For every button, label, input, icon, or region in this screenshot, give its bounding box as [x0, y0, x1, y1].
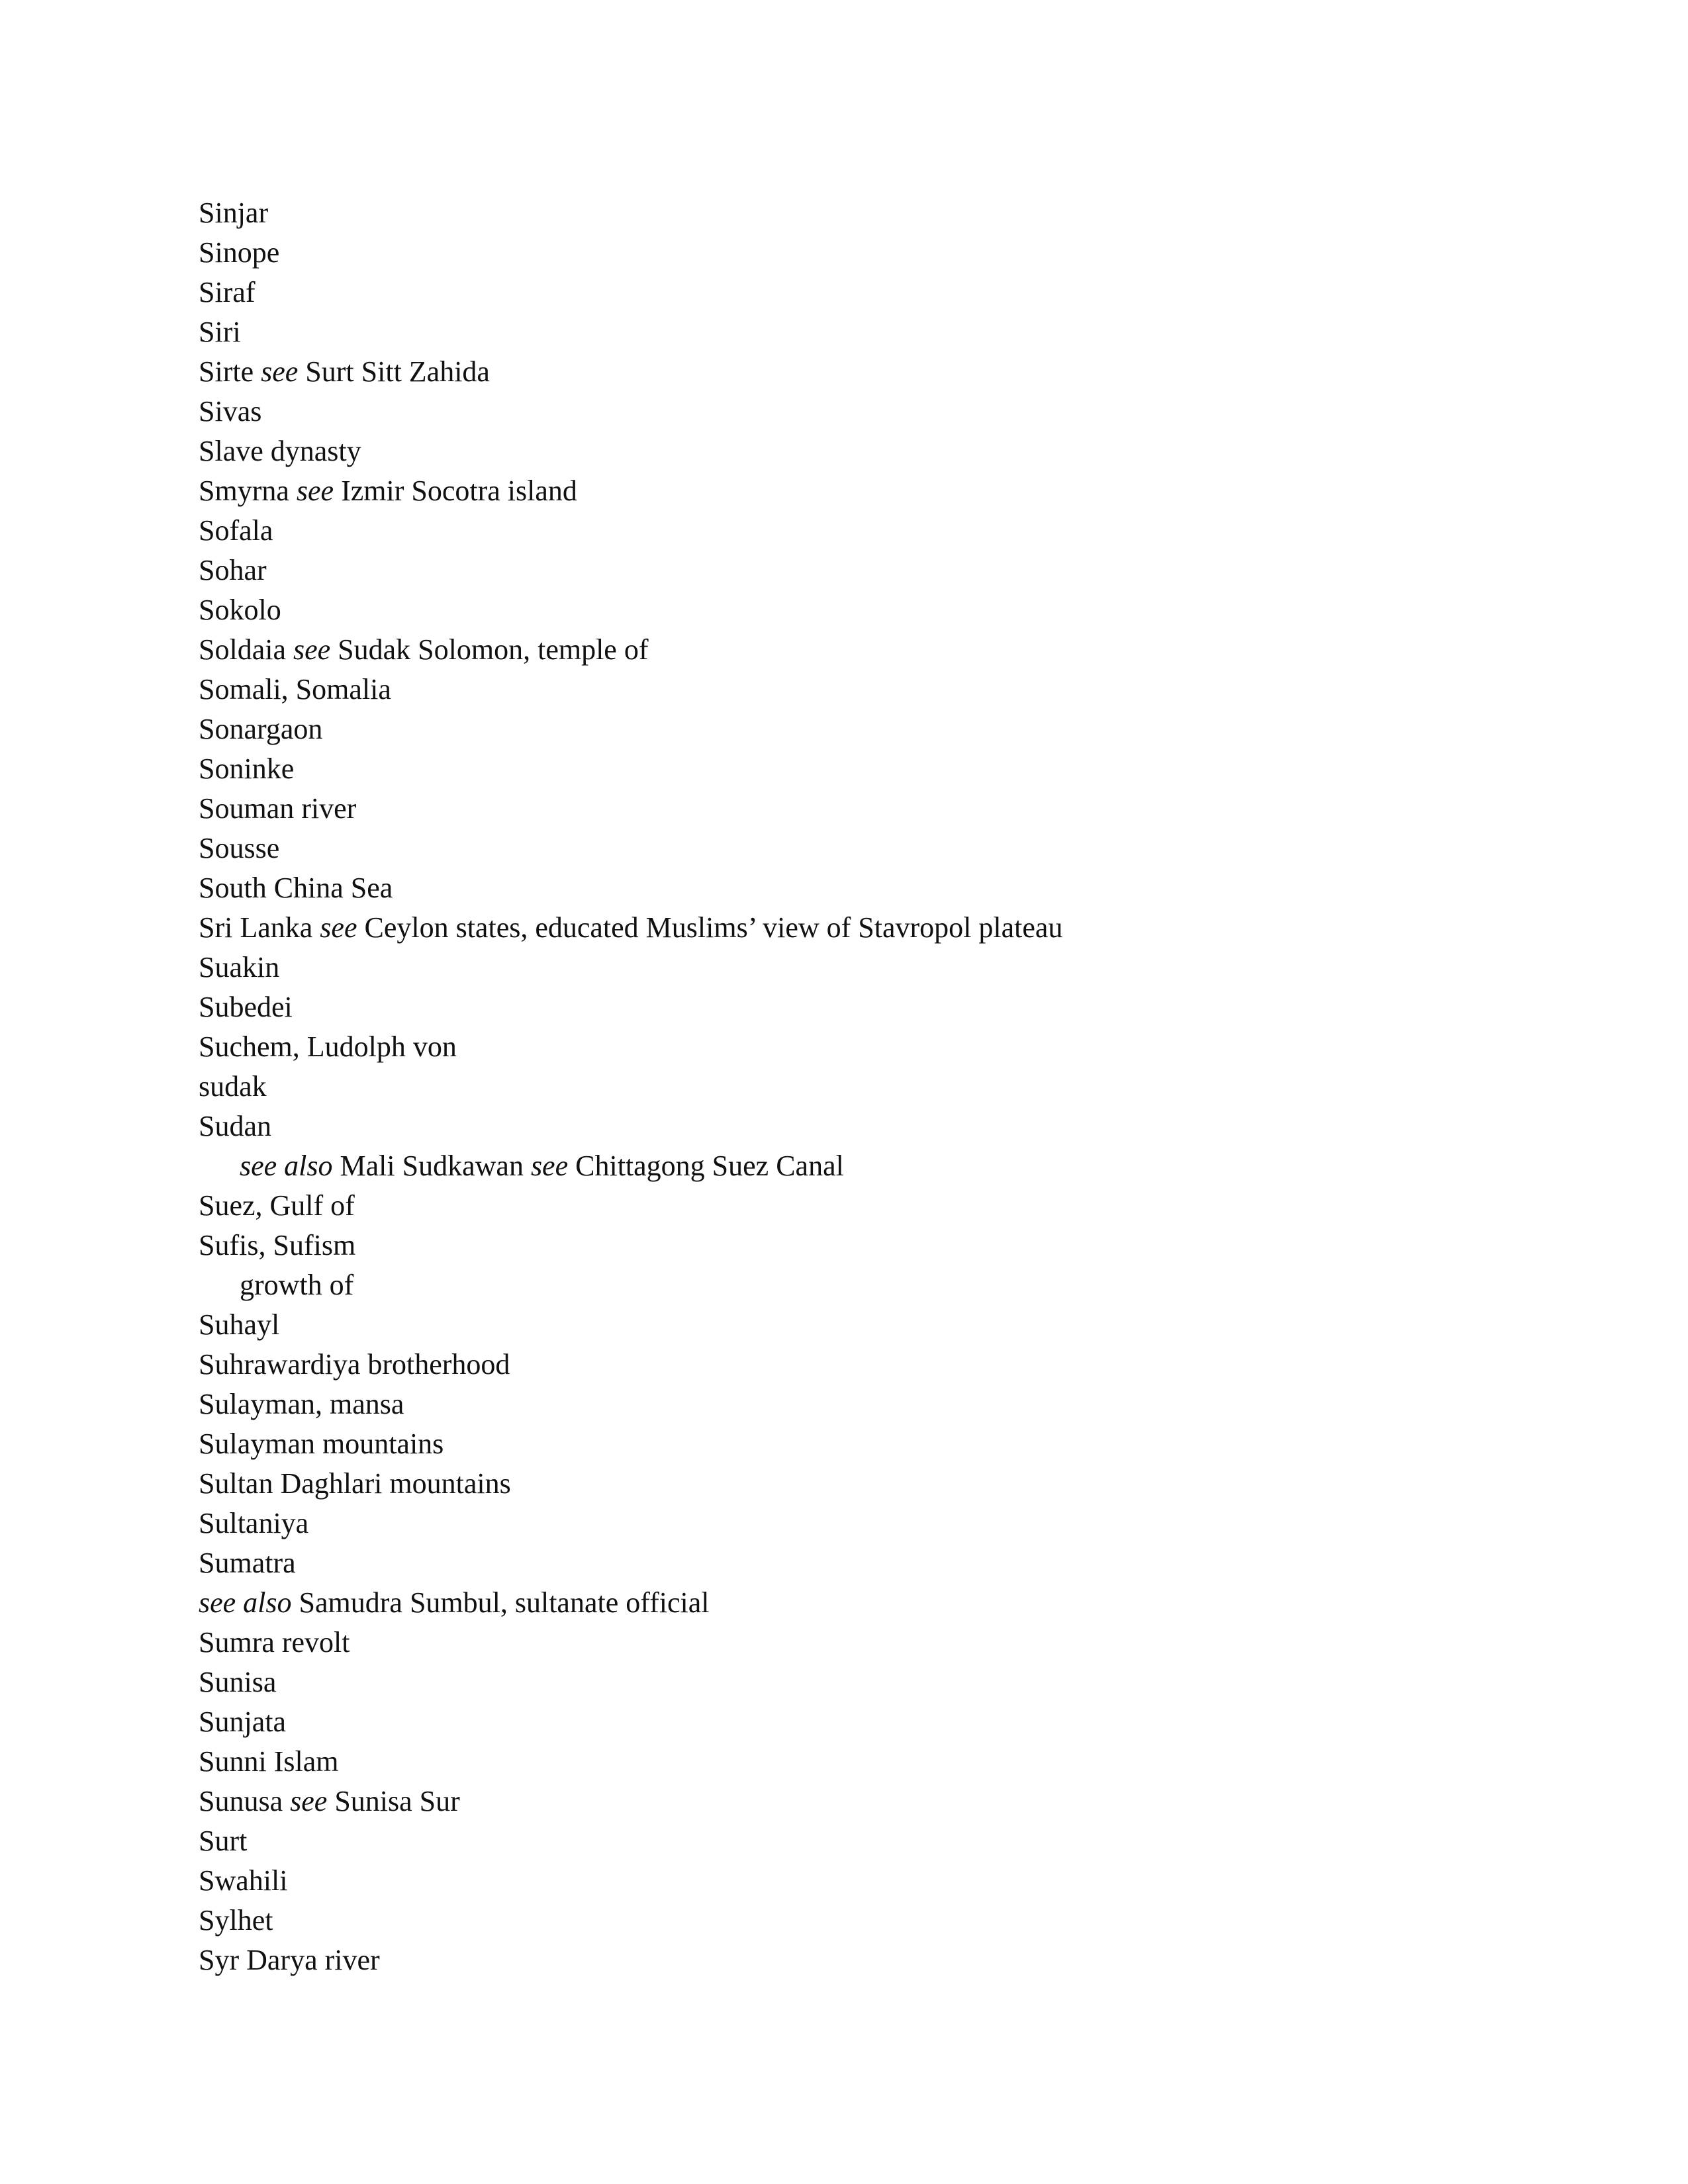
index-subentry	[199, 1265, 1062, 1305]
index-entry	[199, 193, 1062, 233]
index-entry	[199, 551, 1062, 590]
entry-text: Sumra revolt	[199, 1626, 350, 1659]
index-entry	[199, 1504, 1062, 1543]
entry-text: Suhayl	[199, 1308, 280, 1341]
index-entry	[199, 432, 1062, 471]
entry-text: Souman river	[199, 792, 357, 825]
entry-text: Suakin	[199, 951, 280, 983]
index-entry	[199, 670, 1062, 709]
index-entry	[199, 1345, 1062, 1385]
index-entry	[199, 1107, 1062, 1146]
index-entry	[199, 709, 1062, 749]
index-entry	[199, 1782, 1062, 1821]
entry-text: Soldaia	[199, 633, 293, 666]
index-entry	[199, 1226, 1062, 1265]
entry-text: Ceylon states, educated Muslims’ view of Stavropol plateau	[357, 911, 1063, 944]
entry-text: Sirte	[199, 355, 261, 388]
entry-text: Suez, Gulf of	[199, 1189, 355, 1222]
cross-reference-label: see also	[199, 1586, 292, 1619]
index-entry	[199, 1424, 1062, 1464]
cross-reference-label: see also	[240, 1150, 333, 1182]
entry-text: Swahili	[199, 1864, 288, 1897]
entry-text: Mali Sudkawan	[332, 1150, 531, 1182]
index-entry	[199, 1305, 1062, 1345]
entry-text: Slave dynasty	[199, 435, 361, 467]
entry-text: Surt Sitt Zahida	[298, 355, 490, 388]
entry-text: Sunni Islam	[199, 1745, 339, 1778]
index-entry	[199, 1583, 1062, 1623]
index-entry	[199, 1623, 1062, 1662]
index-subentry	[199, 1146, 1062, 1186]
entry-text: Soninke	[199, 752, 295, 785]
index-entry	[199, 392, 1062, 432]
entry-text: Sudak Solomon, temple of	[330, 633, 649, 666]
entry-text: growth of	[240, 1269, 354, 1301]
entry-text: Sonargaon	[199, 713, 323, 745]
entry-text: Suhrawardiya brotherhood	[199, 1348, 510, 1381]
entry-text: Sulayman, mansa	[199, 1388, 404, 1420]
index-entry	[199, 1901, 1062, 1940]
index-entry	[199, 987, 1062, 1027]
index-entry	[199, 1742, 1062, 1782]
entry-text: Samudra Sumbul, sultanate official	[291, 1586, 710, 1619]
entry-text: Syr Darya river	[199, 1944, 380, 1976]
index-entry	[199, 789, 1062, 829]
entry-text: Chittagong Suez Canal	[568, 1150, 844, 1182]
entry-text: Sultaniya	[199, 1507, 309, 1539]
cross-reference-label: see	[296, 475, 334, 507]
cross-reference-label: see	[293, 633, 331, 666]
index-entry	[199, 233, 1062, 273]
index-entry	[199, 1821, 1062, 1861]
entry-text: Sunjata	[199, 1706, 286, 1738]
index-entry	[199, 1543, 1062, 1583]
cross-reference-label: see	[530, 1150, 569, 1182]
entry-text: Sunusa	[199, 1785, 291, 1817]
index-entry	[199, 273, 1062, 312]
index-entry	[199, 749, 1062, 789]
entry-text: Surt	[199, 1825, 248, 1857]
entry-text: South China Sea	[199, 872, 393, 904]
entry-text: Smyrna	[199, 475, 297, 507]
index-entry	[199, 1702, 1062, 1742]
entry-text: Sinope	[199, 236, 280, 269]
index-entry	[199, 1385, 1062, 1424]
index-entry	[199, 352, 1062, 392]
entry-text: Sumatra	[199, 1547, 296, 1579]
entry-text: Siraf	[199, 276, 256, 308]
index-entry	[199, 908, 1062, 948]
entry-text: Sultan Daghlari mountains	[199, 1467, 511, 1500]
entry-text: Somali, Somalia	[199, 673, 391, 705]
index-entry	[199, 829, 1062, 868]
index-entry	[199, 1464, 1062, 1504]
index-entry	[199, 312, 1062, 352]
cross-reference-label: see	[261, 355, 299, 388]
entry-text: Sohar	[199, 554, 267, 586]
index-entry	[199, 868, 1062, 908]
entry-text: Sivas	[199, 395, 262, 428]
entry-text: Sufis, Sufism	[199, 1229, 356, 1261]
index-entry	[199, 1186, 1062, 1226]
entry-text: Sri Lanka	[199, 911, 320, 944]
entry-text: Subedei	[199, 991, 293, 1023]
entry-text: Sudan	[199, 1110, 271, 1142]
index-entry	[199, 1662, 1062, 1702]
entry-text: Sousse	[199, 832, 280, 864]
entry-text: Sunisa Sur	[327, 1785, 460, 1817]
index-entry	[199, 1940, 1062, 1980]
entry-text: Sinjar	[199, 197, 269, 229]
entry-text: Sokolo	[199, 594, 281, 626]
entry-text: Siri	[199, 316, 241, 348]
entry-text: Izmir Socotra island	[334, 475, 577, 507]
index-entry	[199, 1861, 1062, 1901]
index-entry	[199, 471, 1062, 511]
index-entry	[199, 511, 1062, 551]
entry-text: Sylhet	[199, 1904, 273, 1936]
entry-text: Suchem, Ludolph von	[199, 1030, 457, 1063]
index-entry	[199, 590, 1062, 630]
cross-reference-label: see	[290, 1785, 328, 1817]
entry-text: Sunisa	[199, 1666, 277, 1698]
index-entry	[199, 1027, 1062, 1067]
index-entry	[199, 630, 1062, 670]
index-entry	[199, 1067, 1062, 1107]
entry-text: Sulayman mountains	[199, 1428, 444, 1460]
index-entry	[199, 948, 1062, 987]
entry-text: sudak	[199, 1070, 267, 1103]
entry-text: Sofala	[199, 514, 273, 547]
cross-reference-label: see	[320, 911, 357, 944]
index-list	[199, 193, 1062, 1980]
